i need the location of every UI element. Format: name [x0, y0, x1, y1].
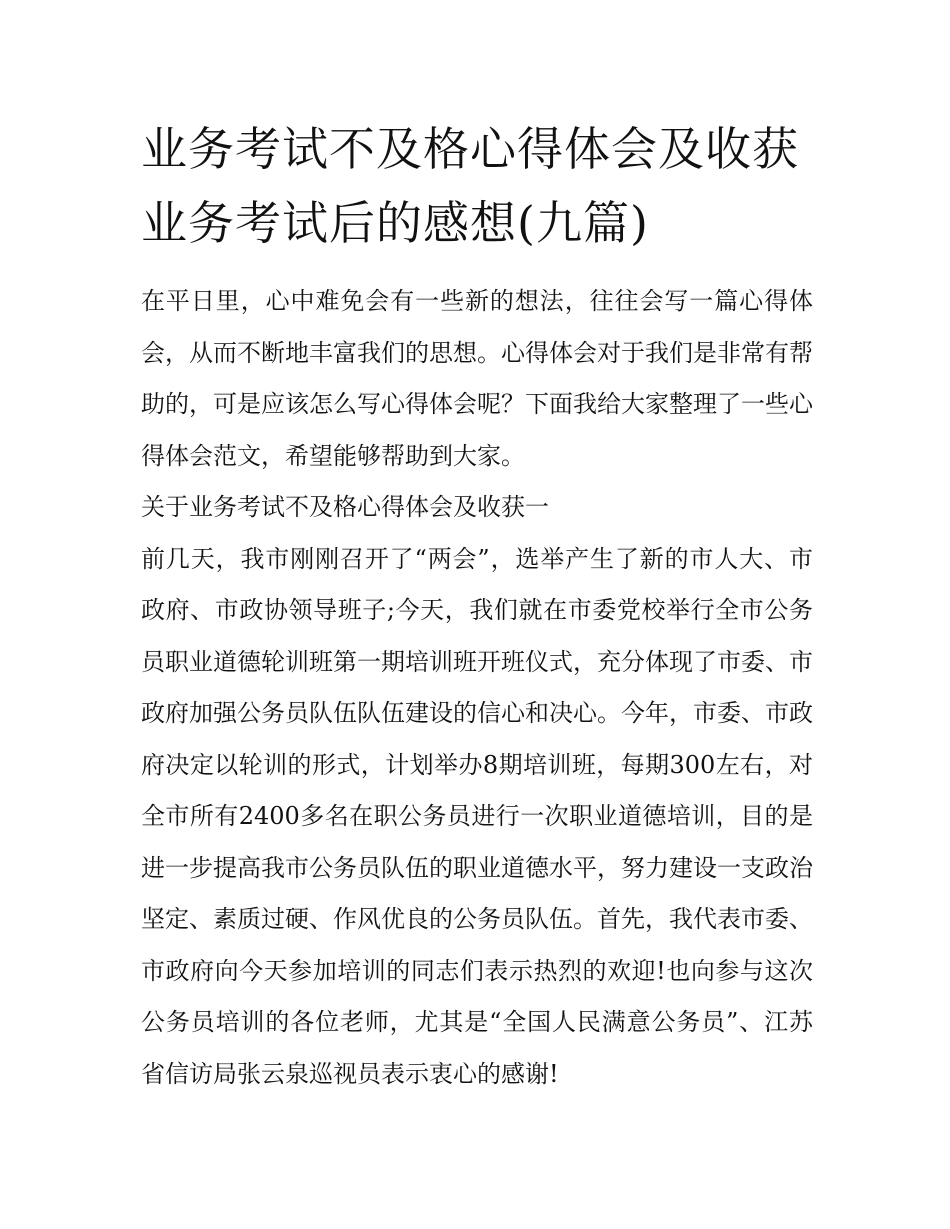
intro-paragraph: 在平日里，心中难免会有一些新的想法，往往会写一篇心得体会，从而不断地丰富我们的思想。心得体会对于我们是非常有帮助的，可是应该怎么写心得体会呢？下面我给大家整理了一些心得体会范文，希望能够帮助到大家。 — [141, 287, 813, 470]
section-heading: 关于业务考试不及格心得体会及收获一 — [141, 493, 549, 521]
document-title: 业务考试不及格心得体会及收获 业务考试后的感想(九篇) — [141, 122, 799, 250]
document-body — [141, 276, 813, 1100]
section-paragraph: 前几天，我市刚刚召开了“两会”，选举产生了新的市人大、市政府、市政协领导班子;今天，我们就在市委党校举行全市公务员职业道德轮训班第一期培训班开班仪式，充分体现了市委、市政府加强公务员队伍队伍建设的信心和决心。今年，市委、市政府决定以轮训的形式，计划举办8期培训班，每期300左右，对全市所有2400多名在职公务员进行一次职业道德培训，目的是进一步提高我市公务员队伍的职业道德水平，努力建设一支政治坚定、素质过硬、作风优良的公务员队伍。首先，我代表市委、市政府向今天参加培训的同志们表示热烈的欢迎!也向参与这次公务员培训的各位老师，尤其是“全国人民满意公务员”、江苏省信访局张云泉巡视员表示衷心的感谢! — [141, 544, 813, 1088]
